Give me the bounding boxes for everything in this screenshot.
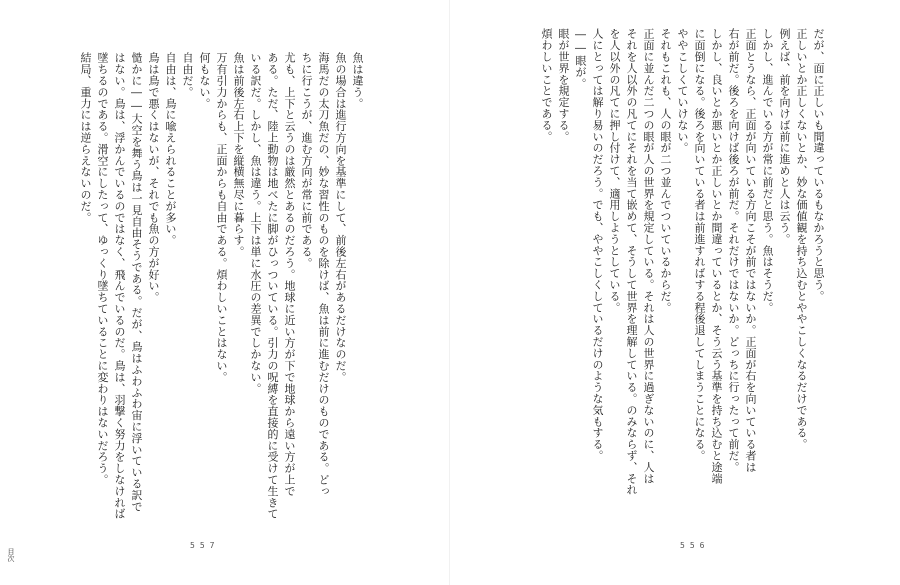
right-page: [450, 0, 900, 585]
table-of-contents-link[interactable]: 目次: [7, 548, 15, 562]
left-page-body-text: 魚は違う。 魚の場合は進行方向を基準にして、前後左右があるだけなのだ。 海馬だの太刀魚だの、妙な習性のものを除けば、魚は前に進むだけのものである。どっ ちに行こうが、進む方向が常に前である。 尤も、上下と云うのは厳然とあるのだろう。地球に近い方が下で地球から遠い方が上で ある。ただ、陸上動物は地べたに脚がひっついている。引力の呪縛を直接的に受けて生きて いる訳だ。しかし、魚は違う。上下は単に水圧の差異でしかない。 魚は前後左右上下を縦横無尽に暮らす。 万有引力からも、正面からも自由である。煩わしいことはない。 何もない。 自由だ。 自由は、鳥に喩えられることが多い。 鳥は鳥で悪くはないが、それでも魚の方が好い。 慥かに――大空を舞う鳥は一見自由そうである。だが、鳥はふわふわ宙に浮いている訳で はない。鳥は、浮かんでいるのではなく、飛んでいるのだ。鳥は、羽撃く努力をしなければ 墜ちるのである。滑空にしたって、ゆっくり墜ちていることに変わりはないだろう。 結局、重力には逆らえないのだ。: [79, 52, 364, 520]
right-page-number: 556: [680, 541, 710, 550]
right-page-body-text: だが、面に正しいも間違っているもなかろうと思う。 正しいとか正しくないとか、妙な価値観を持ち込むとややこしくなるだけである。 例えば、前を向けば前に進めと人は云う。 しかし、進んでいる方が常に前だと思う。魚はそうだ。 正面とうなら、正面が向いている方向こそが前ではないか。正面が右を向いている者は 右が前だ。後ろを向けば後ろが前だ。それだけではないか。どっちに行ったって前だ。 しかし、良いとか悪いとか正しいとか間違っているとか、そう云う基準を持ち込むと途端 に面倒になる。後ろを向いている者は前進すればする程後退してしまうことになる。 ややこしくていけない。 それもこれも、人の眼が二つ並んでついているからだ。 正面に並んだ二つの眼が人の世界を規定している。それは人の世界に過ぎないのに、人は それを人以外の凡てにそれを当て嵌めて、そうして世界を理解している。のみならず、それ を人以外の凡てに押し付けて、適用しようとしている。 人にとっては解り易いのだろう。でも、ややこしくしているだけのような気もする。 ――眼が。 眼が世界を規定する。 煩わしいことである。: [540, 28, 825, 496]
left-page-number: 557: [190, 541, 220, 550]
